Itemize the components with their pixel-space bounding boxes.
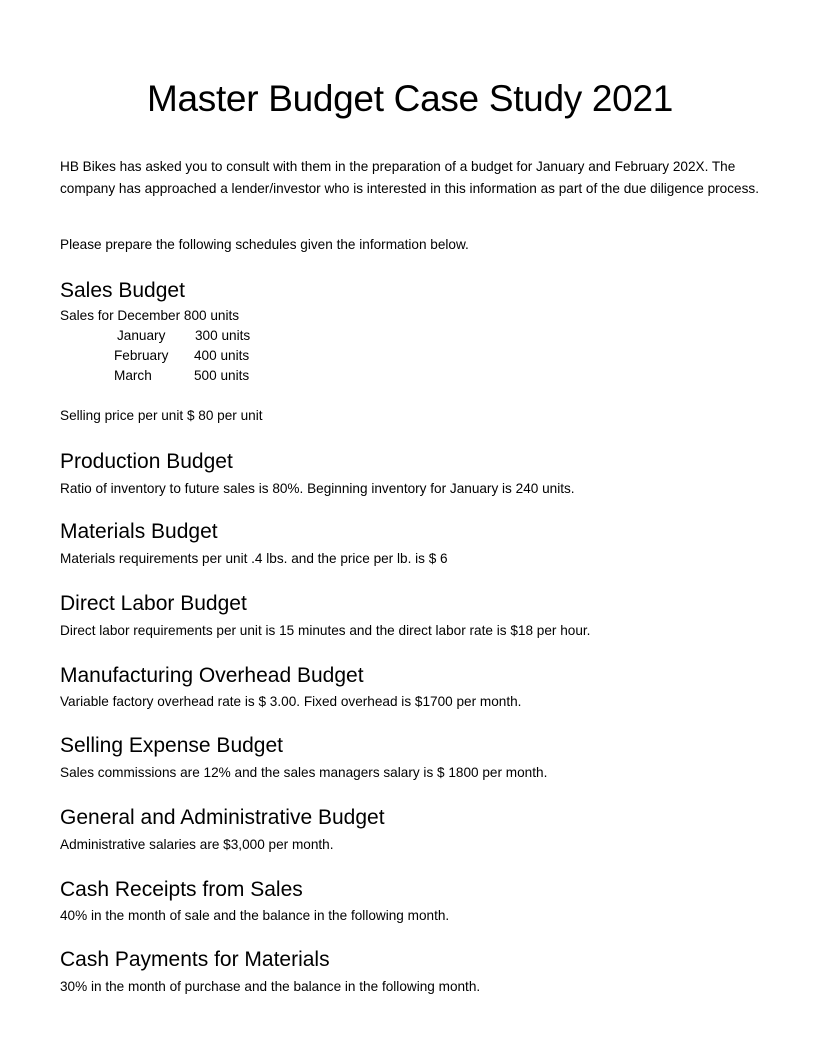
materials-budget-text: Materials requirements per unit .4 lbs. and the price per lb. is $ 6 — [60, 551, 448, 566]
cash-receipts-text: 40% in the month of sale and the balance in the following month. — [60, 908, 450, 923]
general-admin-budget-heading: General and Administrative Budget — [60, 806, 385, 829]
materials-budget-heading: Materials Budget — [60, 520, 218, 543]
sales-budget-heading: Sales Budget — [60, 279, 185, 302]
cash-receipts-heading: Cash Receipts from Sales — [60, 878, 303, 901]
sales-month-units: 500 units — [194, 368, 250, 383]
sales-month-units: 400 units — [194, 348, 250, 363]
manufacturing-overhead-budget-text: Variable factory overhead rate is $ 3.00. Fixed overhead is $1700 per month. — [60, 694, 522, 709]
cash-payments-heading: Cash Payments for Materials — [60, 948, 330, 971]
selling-price-line: Selling price per unit $ 80 per unit — [60, 408, 263, 423]
sales-december-line: Sales for December 800 units — [60, 308, 240, 323]
direct-labor-budget-heading: Direct Labor Budget — [60, 592, 247, 615]
sales-month-label: January — [117, 328, 166, 343]
general-admin-budget-text: Administrative salaries are $3,000 per month. — [60, 837, 334, 852]
cash-payments-text: 30% in the month of purchase and the balance in the following month. — [60, 979, 481, 994]
production-budget-text: Ratio of inventory to future sales is 80%. Beginning inventory for January is 240 units. — [60, 481, 575, 496]
sales-month-label: February — [114, 348, 169, 363]
sales-month-units: 300 units — [195, 328, 251, 343]
sales-month-label: March — [114, 368, 152, 383]
instruction-paragraph: Please prepare the following schedules given the information below. — [60, 237, 469, 252]
direct-labor-budget-text: Direct labor requirements per unit is 15 minutes and the direct labor rate is $18 per hour. — [60, 623, 591, 638]
production-budget-heading: Production Budget — [60, 450, 233, 473]
selling-expense-budget-heading: Selling Expense Budget — [60, 734, 283, 757]
intro-paragraph: HB Bikes has asked you to consult with them in the preparation of a budget for January and February 202X. The company has approached a lender/investor who is interested in this information as part of the due diligence process. — [60, 159, 759, 196]
manufacturing-overhead-budget-heading: Manufacturing Overhead Budget — [60, 664, 364, 687]
selling-expense-budget-text: Sales commissions are 12% and the sales managers salary is $ 1800 per month. — [60, 765, 548, 780]
document-title: Master Budget Case Study 2021 — [146, 78, 674, 119]
